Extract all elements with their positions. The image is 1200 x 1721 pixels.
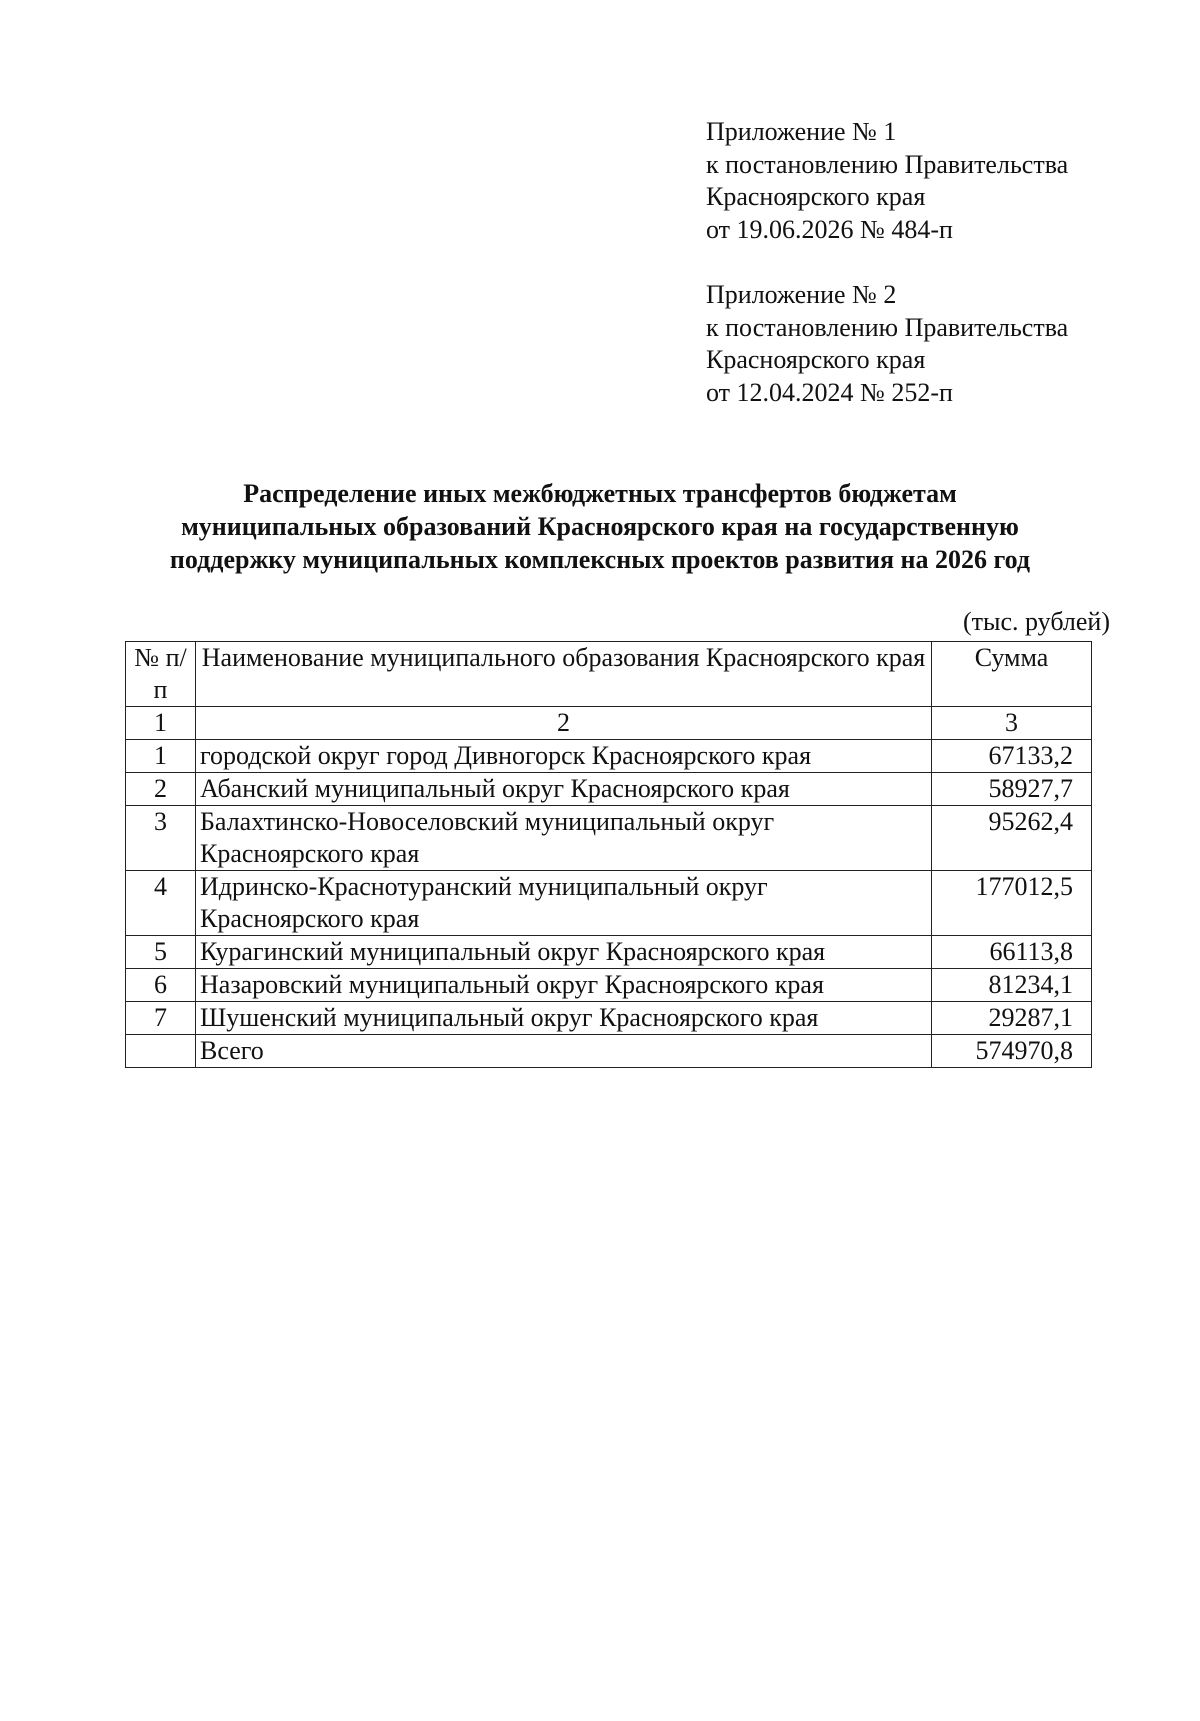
table-row [126,871,1092,936]
row-sum: 58927,7 [932,773,1092,806]
row-sum: 67133,2 [932,740,1092,773]
row-name: Курагинский муниципальный округ Красноярского края [196,936,932,969]
document-title-line-2: муниципальных образований Красноярского края на государственную [181,512,1019,541]
total-num [126,1035,196,1068]
row-sum: 95262,4 [932,806,1092,871]
appendix-2-block [706,279,1068,409]
row-name: Идринско-Краснотуранский муниципальный округ Красноярского края [196,871,932,936]
row-sum: 66113,8 [932,936,1092,969]
table-header-row [126,642,1092,707]
appendix-2-title: Приложение № 2 [706,280,897,309]
appendix-2-ref: к постановлению Правительства [706,312,1069,342]
row-num: 1 [126,740,196,773]
row-sum: 29287,1 [932,1002,1092,1035]
document-title-line-3: поддержку муниципальных комплексных проектов развития на 2026 год [169,545,1031,574]
units-label: (тыс. рублей) [962,607,1110,636]
transfers-table [125,641,1092,1068]
header-name: Наименование муниципального образования Красноярского края [196,642,932,707]
appendix-1-date: от 19.06.2026 № 484-п [706,214,953,244]
column-number-3: 3 [932,707,1092,740]
header-sum: Сумма [932,642,1092,707]
table-row [126,773,1092,806]
document-title [100,477,1100,576]
row-num: 2 [126,773,196,806]
row-num: 4 [126,871,196,936]
appendix-1-ref: к постановлению Правительства [706,149,1069,179]
appendix-1-block [706,116,1068,246]
row-num: 6 [126,969,196,1002]
table-row [126,936,1092,969]
appendix-1-region: Красноярского края [706,182,926,211]
table-column-numbers-row [126,707,1092,740]
column-number-1: 1 [126,707,196,740]
table-row [126,806,1092,871]
appendix-2-date: от 12.04.2024 № 252-п [706,377,953,407]
total-label: Всего [196,1035,932,1068]
table-row [126,1002,1092,1035]
row-num: 3 [126,806,196,871]
row-num: 7 [126,1002,196,1035]
document-title-line-1: Распределение иных межбюджетных трансфертов бюджетам [243,479,957,508]
row-sum: 81234,1 [932,969,1092,1002]
total-sum: 574970,8 [932,1035,1092,1068]
header-num: № п/п [126,642,196,707]
row-name: Абанский муниципальный округ Красноярского края [196,773,932,806]
row-name: Назаровский муниципальный округ Красноярского края [196,969,932,1002]
row-num: 5 [126,936,196,969]
row-name: Балахтинско-Новоселовский муниципальный округ Красноярского края [196,806,932,871]
row-name: Шушенский муниципальный округ Красноярского края [196,1002,932,1035]
table-row [126,969,1092,1002]
row-name: городской округ город Дивногорск Красноярского края [196,740,932,773]
appendix-1-title: Приложение № 1 [706,117,897,146]
table-row [126,740,1092,773]
row-sum: 177012,5 [932,871,1092,936]
appendix-2-region: Красноярского края [706,345,926,374]
column-number-2: 2 [196,707,932,740]
table-total-row [126,1035,1092,1068]
